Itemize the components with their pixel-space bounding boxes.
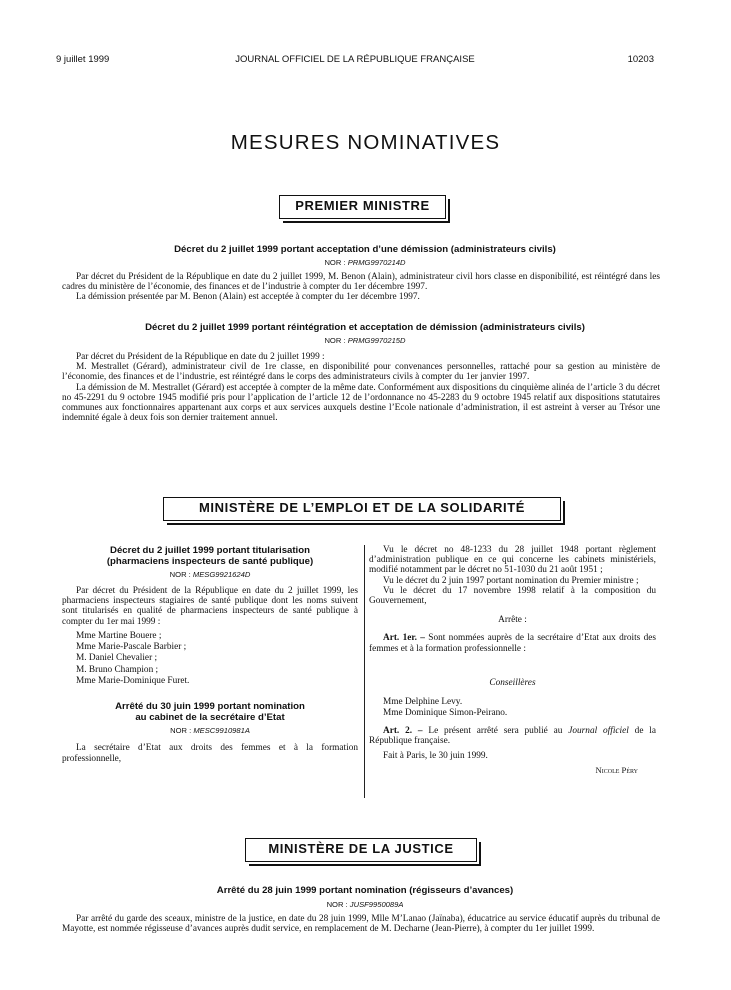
- paragraph: La démission de M. Mestrallet (Gérard) est acceptée à compter de la même date. Conformément aux dispositions du cinquième alinéa de l’article 3 du décret no 45-2291 du 9 octobre 1945 modifié pris pour l’application de l’article 12 de l’ordonnance no 45-2283 du 9 octobre 1945 relatif aux dispositions statutaires communes aux fonctionnaires appartenant aux corps et aux services auxquels destine l’Ecole nationale d’administration, il est astreint à verser au Trésor une indemnité égale à deux fois son dernier traitement annuel.: [62, 382, 660, 424]
- list-item: Mme Delphine Levy.: [383, 697, 463, 708]
- decree-title-line: au cabinet de la secrétaire d’Etat: [135, 712, 285, 724]
- article-2: [369, 726, 656, 746]
- column-divider: [364, 545, 365, 798]
- signature: [369, 765, 656, 776]
- decree-title-line: (pharmaciens inspecteurs de santé publique): [106, 556, 314, 567]
- decree-title: [62, 701, 358, 723]
- decree-title-line: Décret du 2 juillet 1999 portant titularisation: [110, 545, 310, 556]
- arrete-text: Arrête :: [498, 615, 527, 626]
- paragraph: La secrétaire d’Etat aux droits des femmes et à la formation professionnelle,: [62, 743, 358, 764]
- nor-code: PRMG9970215D: [347, 336, 406, 345]
- fait-line: [369, 751, 656, 761]
- nor-code: MESG9921624D: [192, 570, 251, 579]
- nor-code: MESC9910981A: [193, 726, 250, 736]
- decree-title: [62, 545, 358, 567]
- list-item: Mme Marie-Dominique Furet.: [76, 676, 190, 686]
- list-item: Mme Marie-Pascale Barbier ;: [76, 642, 187, 653]
- nor-reference: [56, 336, 674, 345]
- article-label: Art. 2. –: [383, 725, 423, 736]
- paragraph: Fait à Paris, le 30 juin 1999.: [383, 751, 488, 762]
- nor-reference: [62, 726, 358, 735]
- decree-title: Décret du 2 juillet 1999 portant réintégration et acceptation de démission (administrateurs civils): [145, 322, 585, 333]
- decree-title: Décret du 2 juillet 1999 portant acceptation d’une démission (administrateurs civils): [174, 244, 556, 255]
- nor-label: NOR :: [326, 900, 348, 909]
- list-item: M. Daniel Chevalier ;: [76, 653, 158, 664]
- journal-name: JOURNAL OFFICIEL DE LA RÉPUBLIQUE FRANÇAISE: [235, 54, 475, 65]
- paragraph: Vu le décret no 48-1233 du 28 juillet 1948 portant règlement d’administration publique en ce qui concerne les cabinets ministériels, modifié notamment par le décret no 51-1030 du 21 août 1951 ;: [369, 545, 656, 576]
- decree-title-line: Arrêté du 30 juin 1999 portant nomination: [115, 701, 305, 713]
- nor-reference: [56, 258, 674, 267]
- article-text: Sont nommées auprès de la secrétaire d’Etat aux droits des femmes et à la formation professionnelle :: [369, 633, 657, 654]
- names-list: [62, 631, 358, 687]
- section-heading-emploi: [163, 497, 561, 521]
- paragraph: [369, 633, 656, 653]
- paragraph: Par décret du Président de la République en date du 2 juillet 1999, M. Benon (Alain), administrateur civil hors classe en disponibilité, est réintégré dans les cadres du ministère de l’économie, des finances et de l’industrie à compter du 1er décembre 1997.: [62, 272, 660, 293]
- article-1: [369, 633, 656, 653]
- nor-reference: [62, 570, 358, 579]
- list-item: Mme Dominique Simon-Peirano.: [383, 708, 508, 719]
- article-text: Le présent arrêté sera publié au: [428, 725, 563, 736]
- nor-label: NOR :: [324, 336, 346, 345]
- nor-label: NOR :: [324, 258, 346, 267]
- signature-name: Nicole Péry: [595, 765, 638, 776]
- section-label: MINISTÈRE DE LA JUSTICE: [268, 841, 454, 856]
- section-label: MINISTÈRE DE L’EMPLOI ET DE LA SOLIDARITÉ: [198, 500, 526, 515]
- decree-body: [62, 586, 358, 627]
- paragraph: Par décret du Président de la République en date du 2 juillet 1999, les pharmaciens inspecteurs stagiaires de santé publique dont les noms suivent sont titularisés en qualité de pharmaciens inspecteurs de santé publique à compter du 1er mai 1999 :: [62, 586, 358, 627]
- paragraph: [369, 726, 656, 746]
- nor-code: PRMG9970214D: [347, 258, 406, 267]
- nor-label: NOR :: [170, 726, 192, 736]
- decree-body: [62, 352, 660, 423]
- decree-title: Arrêté du 28 juin 1999 portant nomination (régisseurs d’avances): [216, 885, 514, 896]
- section-heading-justice: [245, 838, 477, 862]
- decree-body: [62, 914, 660, 934]
- nor-label: NOR :: [169, 570, 191, 579]
- paragraph: M. Mestrallet (Gérard), administrateur civil de 1re classe, en disponibilité pour convenances personnelles, rattaché pour sa gestion au ministère de l’économie, des finances et de l’industrie, est réintégré dans le corps des administrateurs civils à compter du 1er janvier 1997.: [62, 362, 660, 383]
- visas: [369, 545, 656, 606]
- conseilleres-heading: Conseillères: [489, 677, 536, 688]
- page-number: 10203: [627, 54, 654, 65]
- paragraph: Vu le décret du 17 novembre 1998 relatif à la composition du Gouvernement,: [369, 585, 656, 607]
- article-text: de la République française.: [369, 725, 656, 746]
- page-title: MESURES NOMINATIVES: [230, 131, 501, 154]
- section-label: PREMIER MINISTRE: [295, 198, 430, 213]
- arrete-line: [369, 615, 656, 625]
- nor-reference: [56, 900, 674, 909]
- decree-body: [62, 743, 358, 763]
- left-column: [62, 545, 358, 764]
- journal-reference: Journal officiel: [568, 725, 629, 736]
- paragraph: La démission présentée par M. Benon (Alain) est acceptée à compter du 1er décembre 1997.: [76, 292, 420, 303]
- paragraph: Par décret du Président de la République en date du 2 juillet 1999 :: [76, 352, 325, 362]
- article-label: Art. 1er. –: [383, 633, 425, 644]
- paragraph: Vu le décret du 2 juin 1997 portant nomination du Premier ministre ;: [383, 575, 639, 586]
- issue-date: 9 juillet 1999: [56, 54, 110, 65]
- section-heading-premier-ministre: [279, 195, 446, 219]
- conseilleres-list: [369, 697, 656, 720]
- list-item: Mme Martine Bouere ;: [76, 630, 162, 641]
- nor-code: JUSF9950089A: [349, 900, 404, 909]
- decree-body: [62, 272, 660, 303]
- page-header: [56, 54, 654, 68]
- right-column: [369, 545, 656, 776]
- paragraph: Par arrêté du garde des sceaux, ministre de la justice, en date du 28 juin 1999, Mlle M’Lanao (Jaïnaba), éducatrice au service éducatif auprès du tribunal de Mayotte, est nommée régisseuse d’avances auprès dudit service, en remplacement de M. Decharne (Jean-Pierre), à compter du 1er juillet 1999.: [62, 914, 660, 935]
- list-item: M. Bruno Champion ;: [76, 664, 159, 675]
